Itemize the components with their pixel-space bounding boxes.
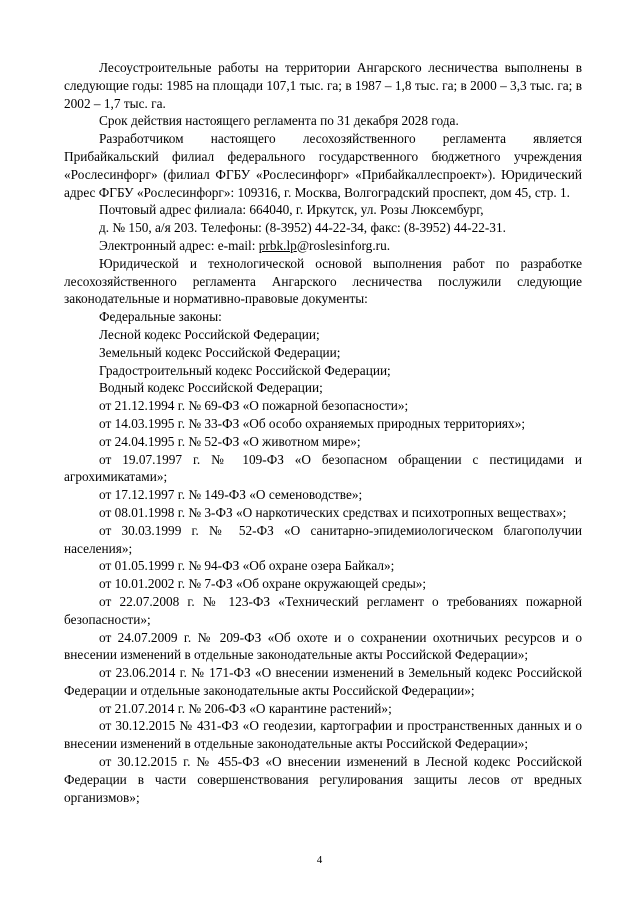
- list-item-law-94: от 01.05.1999 г. № 94-ФЗ «Об охране озера Байкал»;: [99, 558, 395, 574]
- list-item-water-code: Водный кодекс Российской Федерации;: [99, 380, 323, 396]
- list-item-law-33: от 14.03.1995 г. № 33-ФЗ «Об особо охраняемых природных территориях»;: [99, 415, 526, 431]
- list-item-forest-code: Лесной кодекс Российской Федерации;: [99, 326, 320, 342]
- email-link[interactable]: prbk.lp: [258, 237, 297, 253]
- list-item-law-109: от 19.07.1997 г. № 109-ФЗ «О безопасном обращении с пестицидами и агрохимикатами»;: [64, 451, 582, 485]
- document-body: [64, 59, 582, 806]
- list-item-law-149: от 17.12.1997 г. № 149-ФЗ «О семеноводстве»;: [99, 487, 363, 503]
- page-number: 4: [316, 854, 323, 866]
- paragraph-legal-basis-intro: Юридической и технологической основой выполнения работ по разработке лесохозяйственного регламента Ангарского лесничества послужили следующие законодательные и нормативно-правовые документы:: [64, 255, 582, 307]
- paragraph-phones: д. № 150, а/я 203. Телефоны: (8-3952) 44-22-34, факс: (8-3952) 44-22-31.: [99, 220, 506, 236]
- list-item-law-171: от 23.06.2014 г. № 171-ФЗ «О внесении изменений в Земельный кодекс Российской Федерации и отдельные законодательные акты Российской Федерации»;: [64, 665, 582, 698]
- list-item-law-52-animals: от 24.04.1995 г. № 52-ФЗ «О животном мире»;: [99, 433, 361, 449]
- list-item-law-455: от 30.12.2015 г. № 455-ФЗ «О внесении изменений в Лесной кодекс Российской Федерации в части совершенствования регулирования защиты лесов от вредных организмов»;: [64, 754, 582, 805]
- list-item-law-7: от 10.01.2002 г. № 7-ФЗ «Об охране окружающей среды»;: [99, 576, 427, 592]
- paragraph-regulation-validity: Срок действия настоящего регламента по 31 декабря 2028 года.: [99, 113, 459, 129]
- list-item-law-123: от 22.07.2008 г. № 123-ФЗ «Технический регламент о требованиях пожарной безопасности»;: [64, 593, 582, 627]
- list-item-urban-code: Градостроительный кодекс Российской Федерации;: [99, 362, 391, 378]
- list-item-law-69: от 21.12.1994 г. № 69-ФЗ «О пожарной безопасности»;: [99, 398, 409, 414]
- list-item-law-3: от 08.01.1998 г. № 3-ФЗ «О наркотических средствах и психотропных веществах»;: [99, 504, 567, 520]
- list-item-law-206: от 21.07.2014 г. № 206-ФЗ «О карантине растений»;: [99, 700, 392, 716]
- paragraph-postal-address: Почтовый адрес филиала: 664040, г. Иркутск, ул. Розы Люксембург,: [99, 202, 484, 218]
- paragraph-forest-inventory-years: Лесоустроительные работы на территории Ангарского лесничества выполнены в следующие годы: 1985 на площади 107,1 тыс. га; в 1987 – 1,8 тыс. га; в 2000 – 3,3 тыс. га; в 2002 – 1,7 тыс. га.: [64, 60, 582, 111]
- paragraph-email: [64, 237, 582, 255]
- heading-federal-laws: Федеральные законы:: [99, 309, 222, 325]
- email-prefix: Электронный адрес: e-mail:: [99, 237, 259, 253]
- paragraph-developer-info: Разработчиком настоящего лесохозяйственного регламента является Прибайкальский филиал федерального государственного бюджетного учреждения «Рослесинфорг» (филиал ФГБУ «Рослесинфорг» «Прибайкаллеспроект»). Юридический адрес ФГБУ «Рослесинфорг»: 109316, г. Москва, Волгоградский проспект, дом 45, стр. 1.: [64, 131, 582, 200]
- list-item-law-209: от 24.07.2009 г. № 209-ФЗ «Об охоте и о сохранении охотничьих ресурсов и о внесении изменений в отдельные законодательные акты Российской Федерации»;: [64, 629, 582, 663]
- list-item-law-431: от 30.12.2015 № 431-ФЗ «О геодезии, картографии и пространственных данных и о внесении изменений в отдельные законодательные акты Российской Федерации»;: [64, 718, 582, 752]
- list-item-land-code: Земельный кодекс Российской Федерации;: [99, 344, 341, 360]
- list-item-law-52-sanitary: от 30.03.1999 г. № 52-ФЗ «О санитарно-эпидемиологическом благополучии населения»;: [64, 522, 582, 556]
- email-suffix: @roslesinforg.ru.: [296, 237, 391, 253]
